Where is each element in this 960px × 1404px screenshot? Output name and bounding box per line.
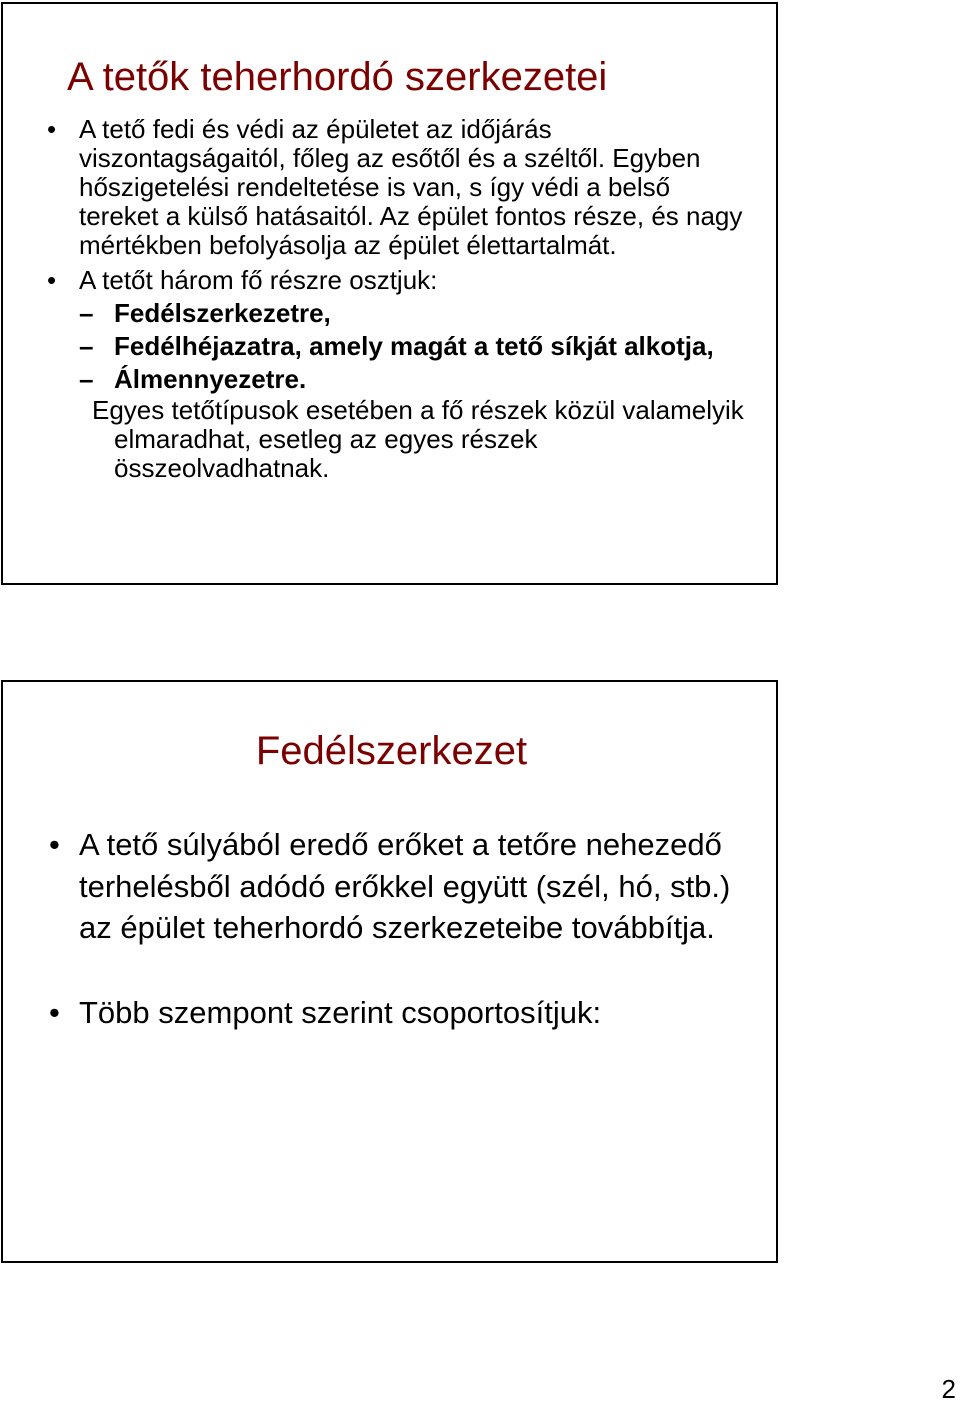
slide-1 <box>1 2 778 585</box>
bullet-dot-icon: • <box>49 994 60 1030</box>
dash-icon: – <box>79 331 94 361</box>
sub-item-text: Fedélhéjazatra, amely magát a tető síkját alkotja, <box>114 331 714 361</box>
bullet-dot-icon: • <box>47 265 57 295</box>
bullet-dot-icon: • <box>49 827 60 862</box>
bullet-item <box>3 266 776 295</box>
slide-2 <box>1 680 778 1263</box>
bullet-text: A tető súlyából eredő erőket a tetőre nehezedő terhelésből adódó erőkkel együtt (szél, hó, stb.) az épület teherhordó szerkezeteibe továbbítja. <box>79 827 731 945</box>
sub-item-text: Fedélszerkezetre, <box>114 298 331 328</box>
sub-item-roof-covering <box>3 332 776 361</box>
slide-2-content <box>3 824 776 1033</box>
sub-item-roof-structure <box>3 299 776 328</box>
note-paragraph: Egyes tetőtípusok esetében a fő részek közül valamelyik elmaradhat, esetleg az egyes részek összeolvadhatnak. <box>92 395 744 483</box>
dash-icon: – <box>79 364 94 394</box>
slide-1-content <box>3 115 776 483</box>
bullet-text: A tetőt három fő részre osztjuk: <box>79 265 438 295</box>
bullet-text: A tető fedi és védi az épületet az időjárás viszontagságaitól, főleg az esőtől és a széltől. Egyben hőszigetelési rendeltetése is van, s így védi a belső tereket a külső hatásaitól. Az épület fontos része, és nagy mértékben befolyásolja az épület élettartalmát. <box>79 114 743 260</box>
slide-2-title: Fedélszerkezet <box>255 729 528 773</box>
bullet-item <box>3 115 776 260</box>
bullet-item <box>3 824 776 949</box>
sub-item-text: Álmennyezetre. <box>114 364 307 394</box>
slide-1-title: A tetők teherhordó szerkezetei <box>67 55 608 99</box>
bullet-item <box>3 992 776 1034</box>
bullet-text: Több szempont szerint csoportosítjuk: <box>79 994 602 1030</box>
sub-item-false-ceiling <box>3 365 776 394</box>
page-number: 2 <box>941 1374 956 1404</box>
dash-icon: – <box>79 298 94 328</box>
bullet-dot-icon: • <box>47 114 57 144</box>
